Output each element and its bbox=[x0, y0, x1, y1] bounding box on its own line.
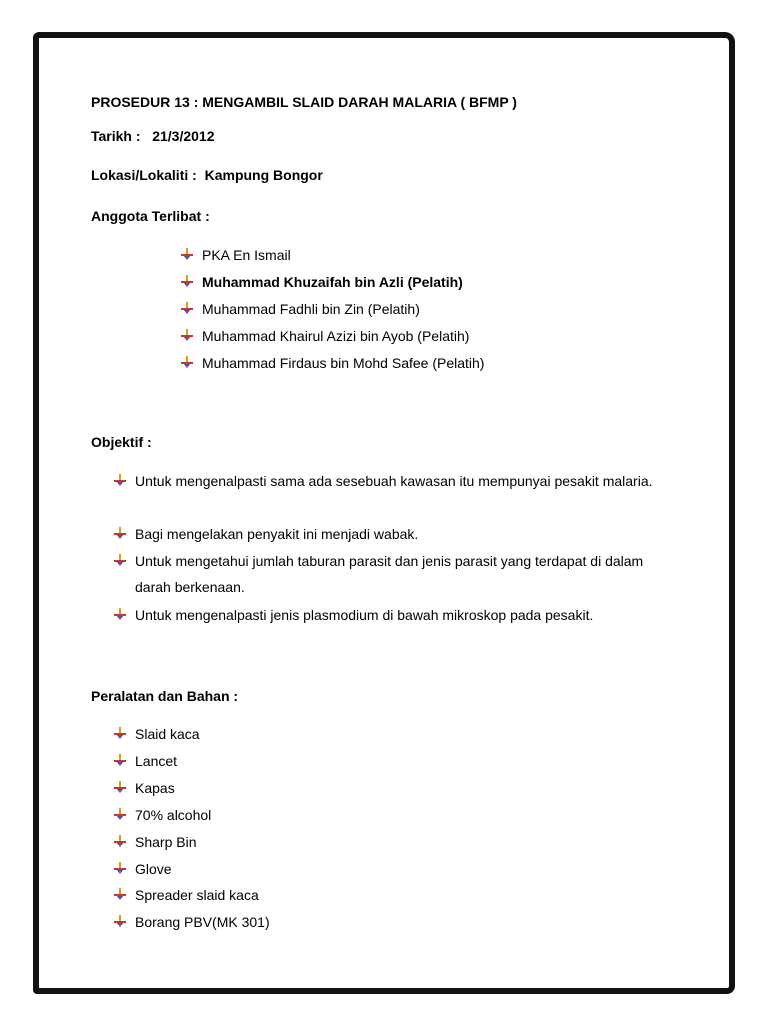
arrow-bullet-icon bbox=[113, 887, 127, 901]
equipment-item: Glove bbox=[135, 861, 172, 877]
objective-text: Bagi mengelakan penyakit ini menjadi wabak. bbox=[135, 526, 419, 542]
location-label: Lokasi/Lokaliti : bbox=[91, 167, 197, 183]
arrow-bullet-icon bbox=[180, 355, 194, 369]
arrow-bullet-icon bbox=[113, 914, 127, 928]
arrow-bullet-icon bbox=[113, 753, 127, 767]
date-value: 21/3/2012 bbox=[152, 128, 215, 144]
members-heading: Anggota Terlibat : bbox=[91, 208, 210, 224]
equipment-item: 70% alcohol bbox=[135, 807, 212, 823]
arrow-bullet-icon bbox=[180, 301, 194, 315]
arrow-bullet-icon bbox=[113, 607, 127, 621]
list-item bbox=[113, 468, 673, 520]
arrow-bullet-icon bbox=[113, 726, 127, 740]
location-row bbox=[91, 166, 323, 184]
equipment-item: Borang PBV(MK 301) bbox=[135, 914, 270, 930]
date-label: Tarikh : bbox=[91, 128, 141, 144]
arrow-bullet-icon bbox=[113, 473, 127, 487]
member-name: Muhammad Khuzaifah bin Azli (Pelatih) bbox=[202, 274, 463, 290]
equipment-item: Spreader slaid kaca bbox=[135, 887, 259, 903]
objective-text: Untuk mengenalpasti jenis plasmodium di bawah mikroskop pada pesakit. bbox=[135, 607, 594, 623]
arrow-bullet-icon bbox=[113, 861, 127, 875]
objectives-heading: Objektif : bbox=[91, 434, 152, 450]
date-row bbox=[91, 127, 215, 145]
member-name: PKA En Ismail bbox=[202, 247, 291, 263]
objective-text: Untuk mengenalpasti sama ada sesebuah kawasan itu mempunyai pesakit malaria. bbox=[135, 473, 653, 489]
member-name: Muhammad Firdaus bin Mohd Safee (Pelatih) bbox=[202, 355, 485, 371]
member-name: Muhammad Fadhli bin Zin (Pelatih) bbox=[202, 301, 420, 317]
list-item bbox=[113, 602, 673, 628]
arrow-bullet-icon bbox=[180, 274, 194, 288]
arrow-bullet-icon bbox=[113, 553, 127, 567]
location-value: Kampung Bongor bbox=[204, 167, 323, 183]
arrow-bullet-icon bbox=[113, 526, 127, 540]
objective-text: Untuk mengetahui jumlah taburan parasit dan jenis parasit yang terdapat di dalam darah berkenaan. bbox=[135, 553, 644, 595]
arrow-bullet-icon bbox=[180, 247, 194, 261]
equipment-item: Slaid kaca bbox=[135, 726, 200, 742]
equipment-item: Lancet bbox=[135, 753, 178, 769]
document-title: PROSEDUR 13 : MENGAMBIL SLAID DARAH MALARIA ( BFMP ) bbox=[91, 94, 517, 110]
arrow-bullet-icon bbox=[113, 780, 127, 794]
arrow-bullet-icon bbox=[180, 328, 194, 342]
equipment-item: Kapas bbox=[135, 780, 175, 796]
equipment-item: Sharp Bin bbox=[135, 834, 197, 850]
arrow-bullet-icon bbox=[113, 834, 127, 848]
list-item bbox=[113, 548, 673, 600]
list-item bbox=[113, 521, 673, 547]
equipment-heading: Peralatan dan Bahan : bbox=[91, 688, 239, 704]
member-name: Muhammad Khairul Azizi bin Ayob (Pelatih) bbox=[202, 328, 470, 344]
arrow-bullet-icon bbox=[113, 807, 127, 821]
